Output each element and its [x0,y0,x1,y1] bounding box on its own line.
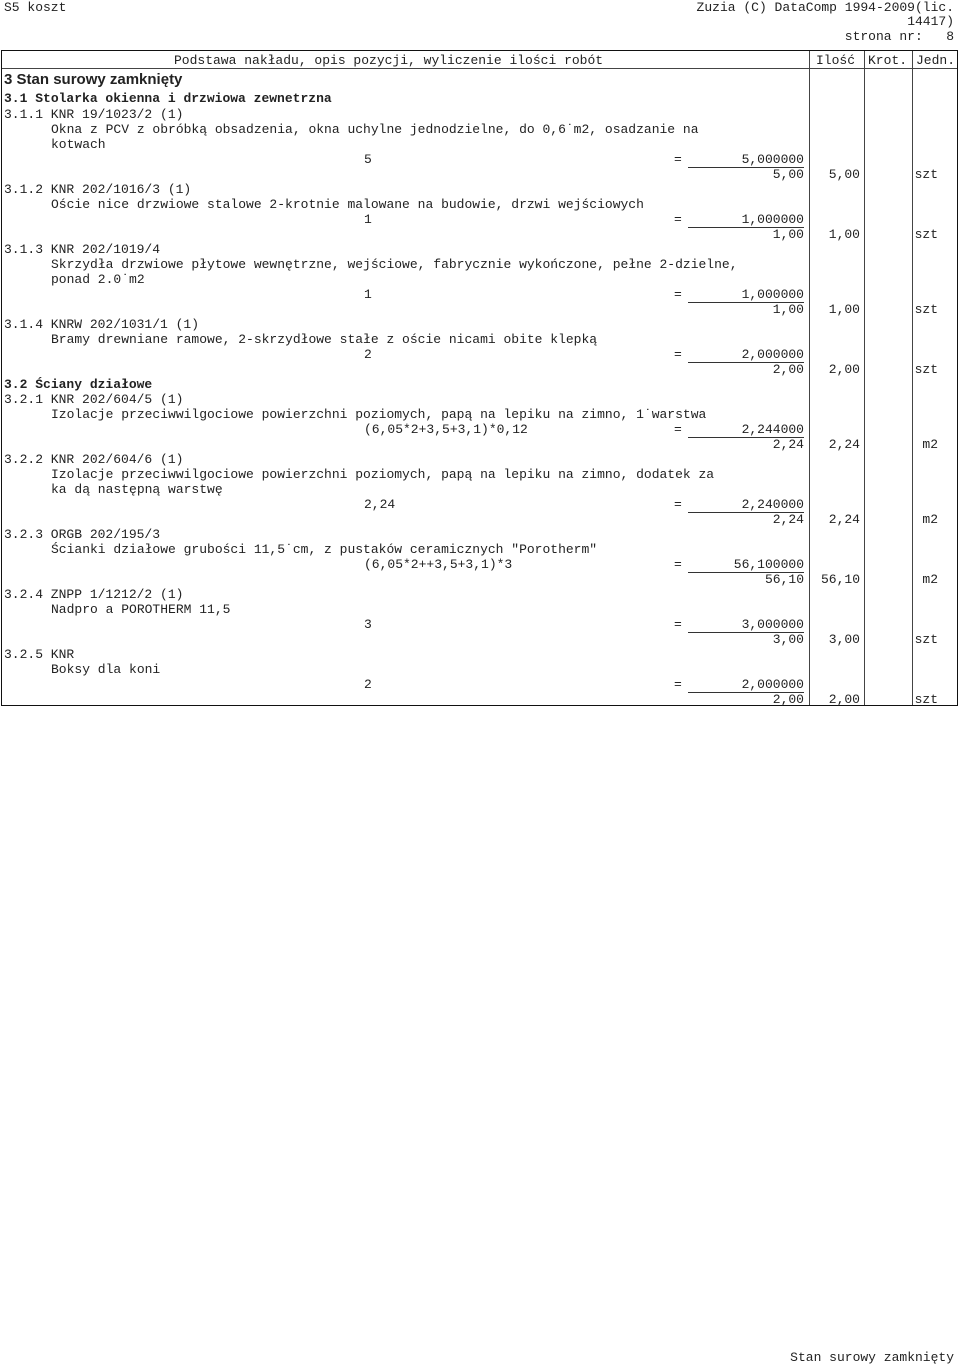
item-expression: (6,05*2++3,5+3,1)*3 [364,557,513,572]
equals-sign: = [674,422,682,437]
item-qty: 1,00 [772,302,804,317]
equals-sign: = [674,347,682,362]
item-desc: kotwach [51,137,106,152]
item-qty: 1,00 [772,227,804,242]
item-unit: szt [914,227,938,242]
result-value: 56,100000 [688,557,804,573]
equals-sign: = [674,212,682,227]
item-desc: Nadpro a POROTHERM 11,5 [51,602,231,617]
item-code: 3.1.2 KNR 202/1016/3 (1) [4,182,192,197]
item-qty: 2,00 [772,362,804,377]
item-result [688,212,804,228]
page-number-line [845,29,954,44]
item-code: 3.1.3 KNR 202/1019/4 [4,242,161,257]
equals-sign: = [674,497,682,512]
item-desc: Bramy drewniane ramowe, 2-skrzydłowe stałe z oście nicami obite klepką [51,332,598,347]
section-number: 3.1 [4,91,28,106]
item-unit: m2 [922,437,938,452]
item-unit: m2 [922,572,938,587]
equals-sign: = [674,617,682,632]
page-number: 8 [946,29,954,44]
item-qty: 2,00 [772,692,804,707]
item-code: 3.2.5 KNR [4,647,75,662]
item-expression: 5 [364,152,372,167]
section-heading [4,91,332,106]
equals-sign: = [674,677,682,692]
item-expression: 2 [364,347,372,362]
chapter-number: 3 [4,71,13,88]
equals-sign: = [674,557,682,572]
section-title: Stolarka okienna i drzwiowa zewnetrzna [35,91,332,106]
col-header-krot: Krot. [868,53,908,68]
col-header-description: Podstawa nakładu, opis pozycji, wyliczenie ilości robót [174,53,604,68]
col-divider-unit [912,51,913,705]
item-krot: 56,10 [820,572,860,587]
item-qty: 5,00 [772,167,804,182]
result-value: 2,000000 [688,347,804,363]
item-expression: 2,24 [364,497,396,512]
item-desc: ka dą następną warstwę [51,482,223,497]
item-desc: Skrzydła drzwiowe płytowe wewnętrzne, wejściowe, fabrycznie wykończone, pełne 2-dzielne, [51,257,738,272]
header-divider [2,68,957,69]
page-footer: Stan surowy zamknięty [790,1350,954,1365]
item-result [688,422,804,438]
item-qty: 2,24 [772,512,804,527]
item-desc: Boksy dla koni [51,662,161,677]
result-value: 1,000000 [688,212,804,228]
section-number: 3.2 [4,377,28,392]
item-expression: 1 [364,212,372,227]
item-unit: szt [914,302,938,317]
item-desc: Ścianki działowe grubości 11,5˙cm, z pustaków ceramicznych "Porotherm" [51,542,598,557]
item-code: 3.1.1 KNR 19/1023/2 (1) [4,107,184,122]
item-unit: szt [914,362,938,377]
item-result [688,617,804,633]
result-value: 5,000000 [688,152,804,168]
item-result [688,557,804,573]
chapter-heading [4,72,182,87]
item-result [688,497,804,513]
equals-sign: = [674,152,682,167]
item-krot: 1,00 [828,302,860,317]
item-krot: 1,00 [828,227,860,242]
software-credit: Zuzia (C) DataComp 1994-2009(lic. [696,0,954,15]
item-krot: 2,24 [828,437,860,452]
result-value: 3,000000 [688,617,804,633]
item-code: 3.2.1 KNR 202/604/5 (1) [4,392,184,407]
col-divider-qty [809,51,810,705]
item-krot: 2,24 [828,512,860,527]
item-code: 3.1.4 KNRW 202/1031/1 (1) [4,317,200,332]
item-expression: 3 [364,617,372,632]
item-desc: Okna z PCV z obróbką obsadzenia, okna uchylne jednodzielne, do 0,6˙m2, osadzanie na [51,122,699,137]
item-code: 3.2.4 ZNPP 1/1212/2 (1) [4,587,184,602]
item-krot: 5,00 [828,167,860,182]
item-unit: szt [914,167,938,182]
item-unit: szt [914,632,938,647]
item-code: 3.2.3 ORGB 202/195/3 [4,527,161,542]
chapter-title: Stan surowy zamknięty [16,71,183,88]
item-krot: 3,00 [828,632,860,647]
item-result [688,347,804,363]
item-krot: 2,00 [828,692,860,707]
result-value: 2,244000 [688,422,804,438]
item-code: 3.2.2 KNR 202/604/6 (1) [4,452,184,467]
item-desc: ponad 2.0˙m2 [51,272,145,287]
result-value: 1,000000 [688,287,804,303]
report-name: S5 koszt [4,0,67,15]
item-qty: 56,10 [764,572,804,587]
col-header-unit: Jedn. [916,53,956,68]
item-unit: m2 [922,512,938,527]
section-heading [4,377,152,392]
equals-sign: = [674,287,682,302]
item-qty: 3,00 [772,632,804,647]
item-result [688,287,804,303]
item-unit: szt [914,692,938,707]
license-number: 14417) [907,14,954,29]
col-header-qty: Ilość [816,53,856,68]
item-desc: Izolacje przeciwwilgociowe powierzchni poziomych, papą na lepiku na zimno, dodatek za [51,467,715,482]
item-expression: 2 [364,677,372,692]
item-krot: 2,00 [828,362,860,377]
item-desc: Izolacje przeciwwilgociowe powierzchni poziomych, papą na lepiku na zimno, 1˙warstwa [51,407,707,422]
section-title: Ściany działowe [35,377,153,392]
result-value: 2,240000 [688,497,804,513]
item-desc: Oście nice drzwiowe stalowe 2-krotnie malowane na budowie, drzwi wejściowych [51,197,644,212]
item-expression: (6,05*2+3,5+3,1)*0,12 [364,422,528,437]
col-divider-krot [864,51,865,705]
page-label: strona nr: [844,29,923,44]
item-expression: 1 [364,287,372,302]
item-result [688,152,804,168]
result-value: 2,000000 [688,677,804,693]
item-qty: 2,24 [772,437,804,452]
item-result [688,677,804,693]
